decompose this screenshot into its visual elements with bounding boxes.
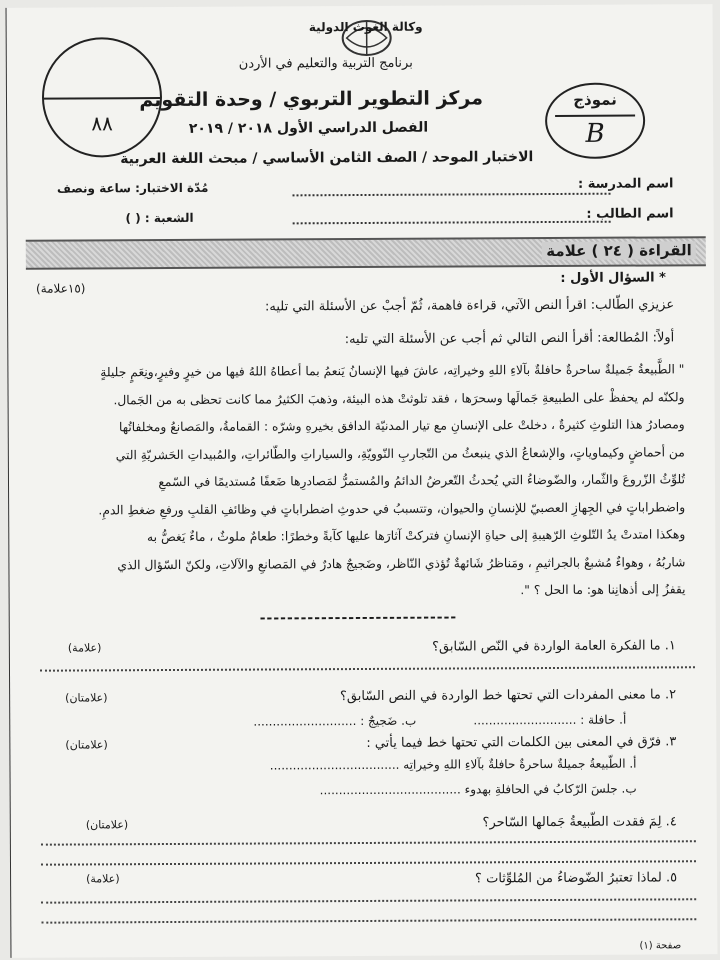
page-footer: صفحة (١) [639,940,682,952]
question-2 [340,687,676,704]
question-text: لِمَ فقدت الطّبيعةُ جَمالها السّاحر؟ [482,814,662,831]
score-circle [42,37,163,158]
score-value: ٨٨ [91,111,113,136]
q1-title: * السؤال الأول : [560,270,666,286]
q3-part-b[interactable]: ب. جلسَ الرّكابُ في الحافلةِ بهدوء ..................................... [319,781,637,798]
program-name: برنامج التربية والتعليم في الأردن [238,55,413,72]
reading-banner [26,236,706,270]
duration: مُدّة الاختبار: ساعة ونصف [56,180,209,196]
model-label: نموذج [573,90,617,109]
passage [24,356,685,607]
question-1 [432,638,676,654]
center-name: مركز التطوير التربوي / وحدة التقويم [139,87,484,112]
answer-line[interactable] [41,898,696,903]
passage-line: ومصادرُ هذا التلوثِ كثيرةٌ ، دخلتْ على الإنسانِ مع تيار المدنيّة الدافق بخيرهِ وشرّه : القمامةُ، والمَصانعُ ومخلفاتُها [118,417,685,435]
passage-line: ولكنّه لم يحفظْ على الطبيعةِ جَمالَها وسحرَها ، فقد تلوثتْ هذه البيئة، وذهبَ الكثيرُ مما كانت تحظى به من الجَمال. [113,389,685,407]
passage-line: " الطَّبيعةُ جَميلةٌ ساحرةٌ حافلةٌ بآلاءِ اللهِ وخيراتِه، عاشَ فيها الإنسانُ يَنعمُ بما أعطاهُ اللهُ فيها من خيرٍ وفيرٍ،ونِعَمٍ جليلةٍ [100,362,685,380]
question-4 [482,814,676,830]
agency-name: وكالة الغوث الدولية [308,19,423,35]
model-badge [545,83,645,160]
reading-banner-title: القراءة ( ٢٤ ) علامة [542,241,696,260]
question-3 [366,734,676,751]
separator: ----------------------------- [259,609,458,627]
student-field[interactable] [293,221,611,225]
question-text: ما معنى المفردات التي تحتها خط الواردة في النص السّابق؟ [339,687,661,705]
passage-line: شاربُهُ ، وهواءٌ مُشبعٌ بالجراثيمِ ، ومَناظرُ شَائهةٌ تُؤذي النّاظر، وضَجيجٌ هادرٌ في المَصانعِ والآلاتِ، ولكنّ السّؤال الذي [117,554,686,572]
intro-text: عزيزي الطّالب: اقرأ النص الآتي، قراءة فاهمة، ثُمّ أجبْ عن الأسئلة التي تليه: [264,297,675,315]
question-text: ما الفكرة العامة الواردة في النّص السّابق؟ [432,638,661,655]
question-5-marks: (علامة) [86,872,120,886]
question-4-marks: (علامتان) [85,818,129,832]
model-value: B [585,118,605,149]
passage-line: تُلوِّثُ الزّروعَ والثّمار، والضّوضاءُ التي يُحدثُ التّعرضُ الدائمُ والمُستمرُّ لمَصادرِها ضَعفًا مُستديمًا في السّمعِ [158,472,686,490]
passage-line: واضطراباتٍ في الجِهازِ العصبيّ للإنسانِ والحيوان، وتتسببُ في حدوثِ اضطراباتٍ في وظائفِ القلبِ ورفعِ ضغطِ الدمِ. [98,499,686,517]
question-5 [475,870,677,886]
q3-part-a[interactable]: أ. الطّبيعةُ جميلةٌ ساحرةٌ حافلةٌ بآلاءِ اللهِ وخيراتِه .................................. [269,756,637,773]
school-label: اسم المدرسة : [578,176,674,192]
question-number: ٥. [665,870,678,886]
answer-line[interactable] [40,666,695,671]
question-number: ٢. [664,687,677,703]
section: الشعبة : ( ) [125,210,194,226]
q2-part-a[interactable]: أ. حافلة : ........................... [473,712,627,728]
student-label: اسم الطالب : [586,206,674,222]
answer-line[interactable] [41,840,696,845]
term: الفصل الدراسي الأول ٢٠١٨ / ٢٠١٩ [188,119,429,137]
q2-part-b[interactable]: ب. ضَجيجٌ : ........................... [253,713,417,729]
question-number: ٣. [665,734,677,750]
question-number: ٤. [665,814,677,830]
answer-line[interactable] [41,918,696,923]
exam-title: الاختبار الموحد / الصف الثامن الأساسي / مبحث اللغة العربية [120,149,534,168]
passage-line: من أحماضٍ وكيماوياتٍ، والإشعاعُ الذي ينبعثُ من التّجاربِ النّوويّةِ، والسياراتِ والطّائراتِ، والمُبيداتِ الحَشريّةِ التي [115,444,685,462]
passage-line: يقفزُ إلى أذهانِنا هو: ما الحل ؟ ". [520,582,686,598]
question-number: ١. [664,638,676,654]
question-text: لماذا تعتبرُ الضّوضاءُ من المُلوِّثات ؟ [474,870,662,887]
passage-line: وهكذا امتدتْ يدُ التّلوثِ الرّهيبةِ إلى حياةِ الإنسانِ فتركتْ آثارَها عليها كآبةً وخطرًا: طعامٌ ملوثٌ ، ماءٌ يَغصُّ به [146,527,686,545]
q1-marks: (١٥علامة) [35,281,86,296]
school-field[interactable] [292,193,610,197]
question-text: فرّق في المعنى بين الكلمات التي تحتها خط فيما يأتي : [366,734,662,751]
part1-heading: أولاً: المُطالعة: أقرأ النص التالي ثم أجب عن الأسئلة التي تليه: [344,330,675,348]
answer-line[interactable] [41,860,696,865]
question-2-marks: (علامتان) [65,691,108,705]
question-1-marks: (علامة) [67,641,102,655]
question-3-marks: (علامتان) [65,738,108,752]
exam-sheet [6,4,718,958]
